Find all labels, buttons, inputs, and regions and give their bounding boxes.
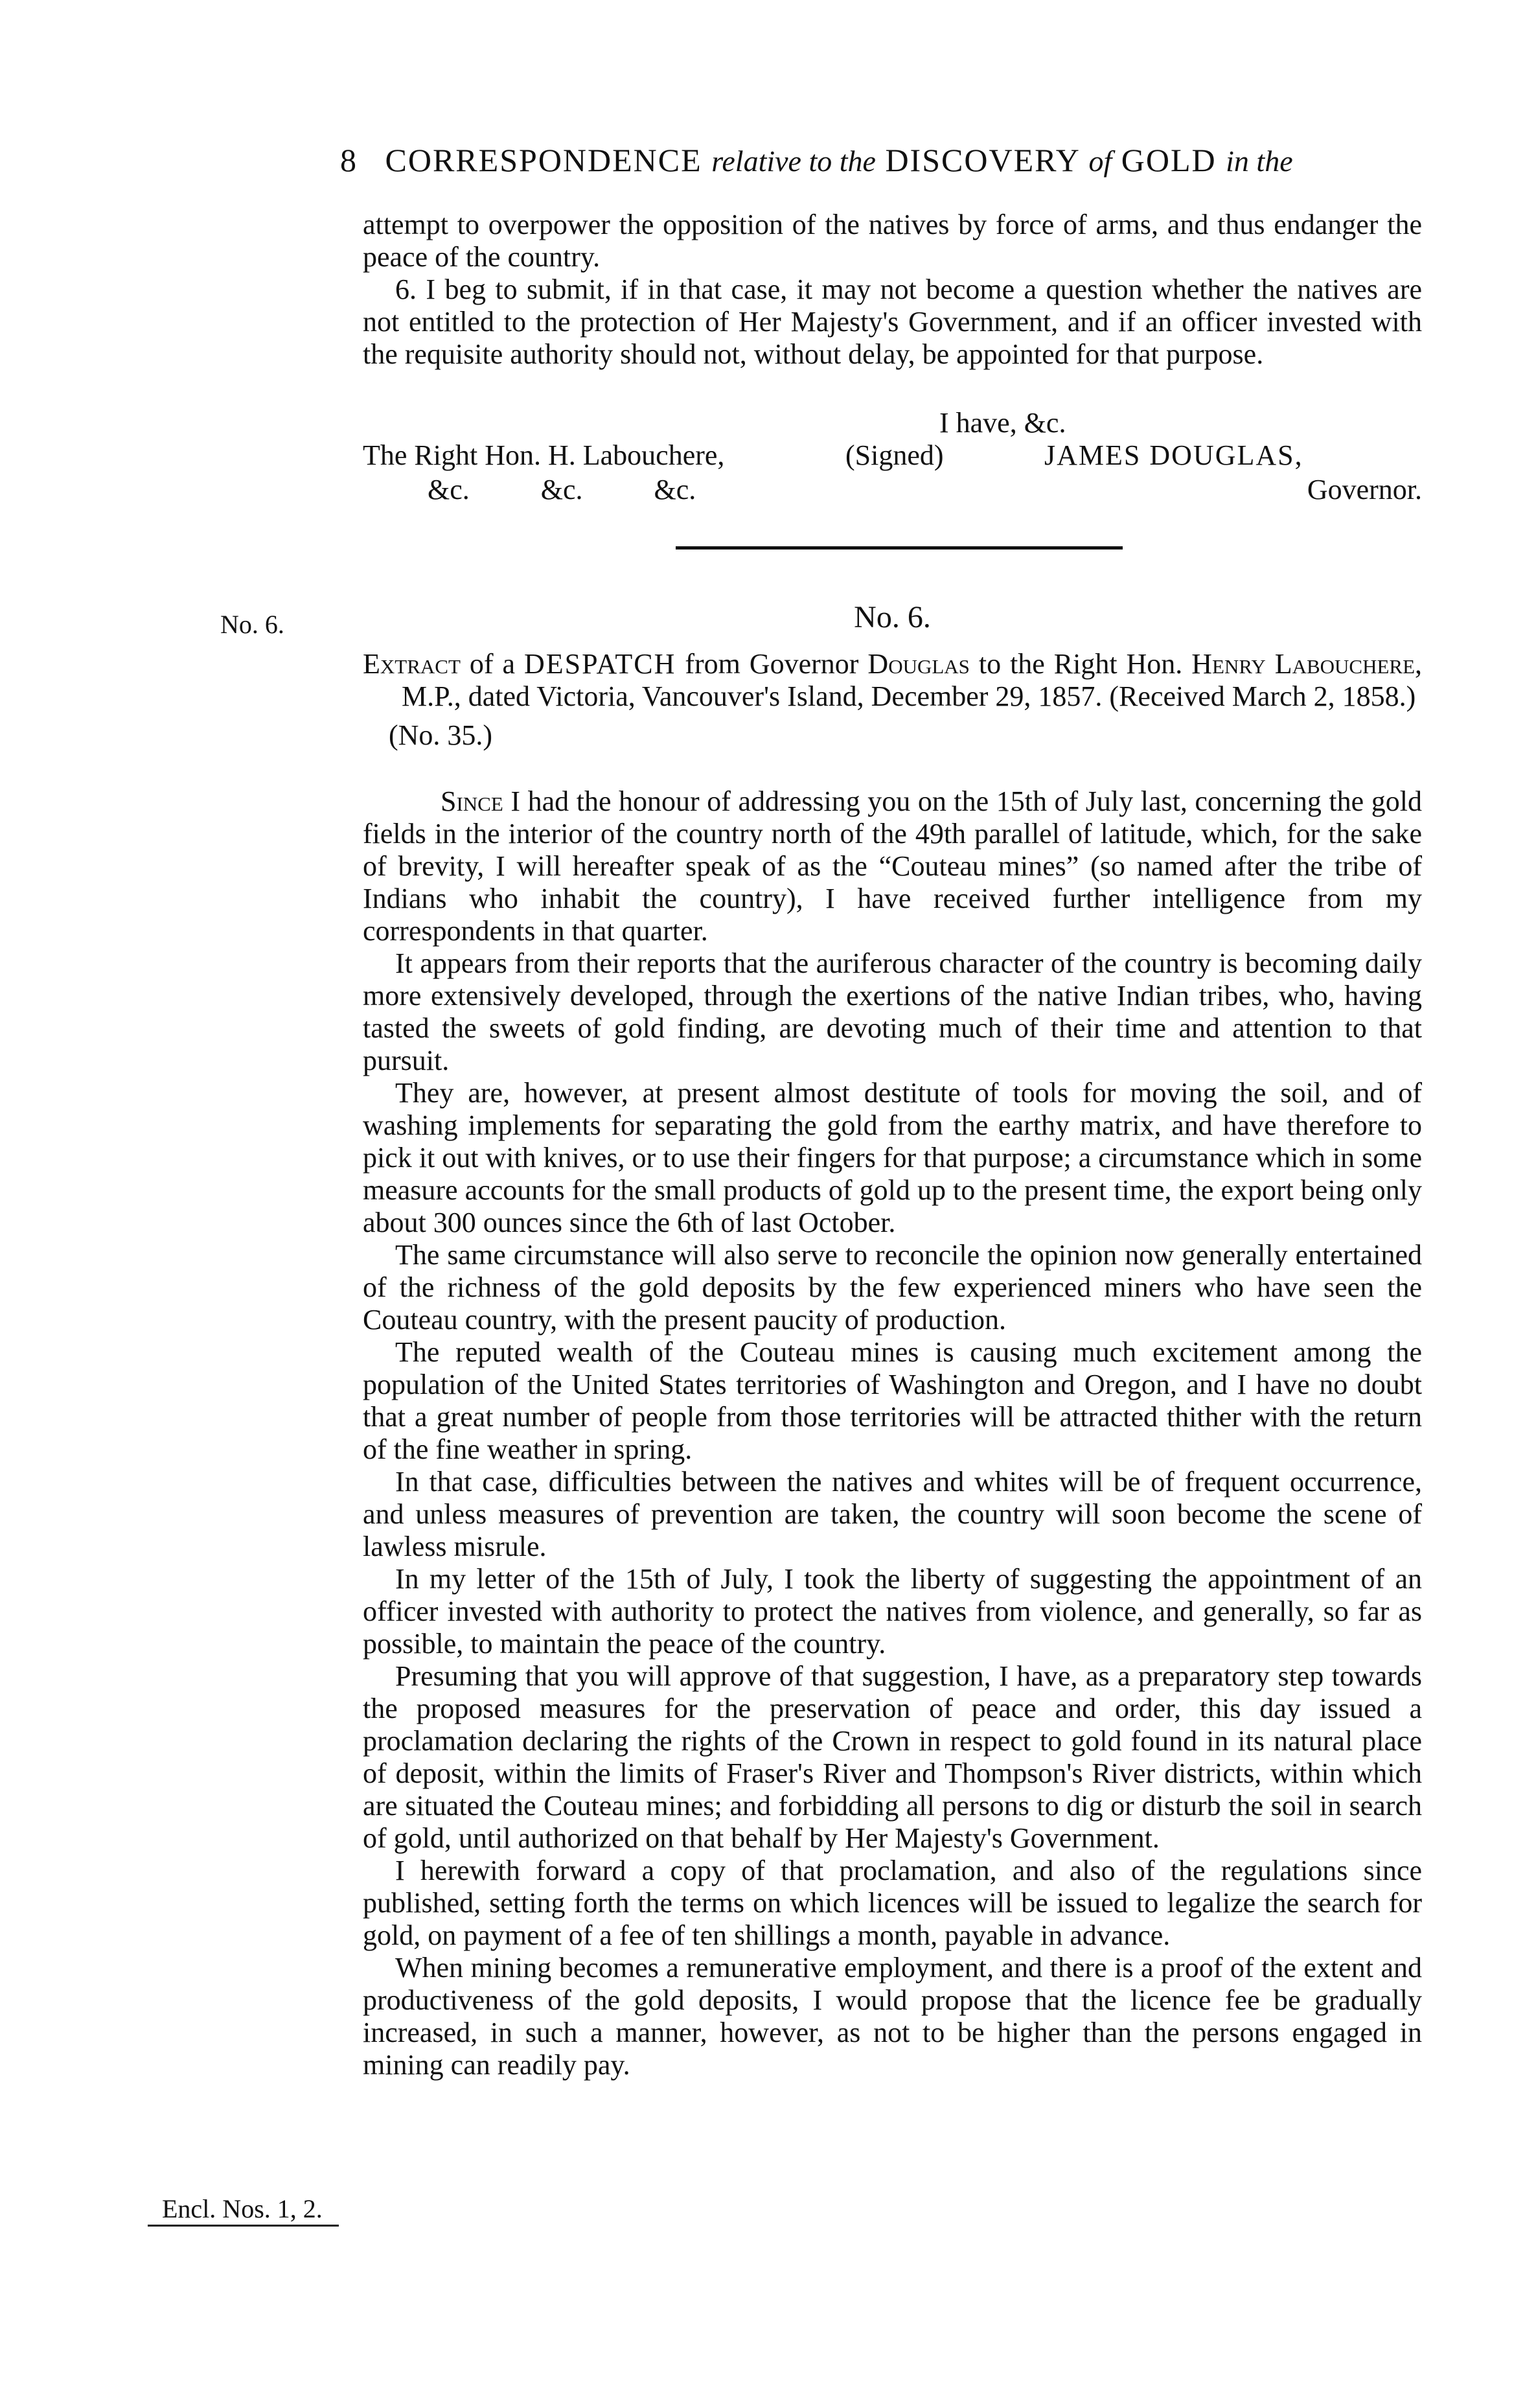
body-paragraph-10: When mining becomes a remunerative employment, and there is a proof of the extent and productiveness of the gold deposits, I would propose that the licence fee be gradually increased, in such a manner, however, as not to be higher than the persons engaged in mining can readily pay. bbox=[363, 1952, 1422, 2081]
heading-text-3: to the Right Hon. bbox=[969, 648, 1192, 680]
margin-note-no-6: No. 6. bbox=[220, 610, 284, 639]
signature-row bbox=[363, 439, 1422, 472]
body-paragraph-1 bbox=[363, 785, 1422, 947]
paragraph-6: 6. I beg to submit, if in that case, it may not become a question whether the natives are not entitled to the protection of Her Majesty's Government, and if an officer invested with the requisite authority should not, without delay, be appointed for that purpose. bbox=[363, 273, 1422, 370]
body-paragraph-5: The reputed wealth of the Couteau mines is causing much excitement among the population of the United States territories of Washington and Oregon, and I have no doubt that a great number of people from those territories will be attracted thither with the return of the fine weather in spring. bbox=[363, 1336, 1422, 1465]
despatch-word: DESPATCH bbox=[523, 648, 676, 680]
addressee: The Right Hon. H. Labouchere, bbox=[363, 439, 725, 471]
running-header bbox=[340, 141, 1441, 179]
etc-text: &c. &c. &c. bbox=[428, 474, 696, 505]
section-divider bbox=[676, 546, 1123, 550]
page-number: 8 bbox=[340, 142, 358, 178]
body-paragraph-1-text: I had the honour of addressing you on the 15th of July last, concerning the gold fields in the interior of the country north of the 49th parallel of latitude, which, for the sake of brevity, I will hereafter speak of as the “Couteau mines” (so named after the tribe of Indians who inhabit the country), I have received further intelligence from my correspondents in that quarter. bbox=[363, 785, 1422, 947]
closing: I have, &c. bbox=[939, 407, 1066, 439]
heading-text-2: from Governor bbox=[676, 648, 868, 680]
header-title-1: CORRESPONDENCE bbox=[385, 142, 702, 178]
header-italic-1: relative to the bbox=[711, 145, 876, 178]
margin-note-enclosures: Encl. Nos. 1, 2. bbox=[162, 2194, 323, 2223]
body-paragraph-3: They are, however, at present almost destitute of tools for moving the soil, and of washing implements for separating the gold from the earthy matrix, and have therefore to pick it out with knives, or to use their fingers for that purpose; a circumstance which in some measure accounts for the small products of gold up to the present time, the export being only about 300 ounces since the 6th of last October. bbox=[363, 1077, 1422, 1238]
signed-label: (Signed) bbox=[845, 439, 944, 471]
section-heading: No. 6. bbox=[854, 600, 931, 634]
body-paragraph-8: Presuming that you will approve of that suggestion, I have, as a preparatory step towards the proposed measures for the preservation of peace and order, this day issued a proclamation declaring the rights of the Crown in respect to gold found in its natural place of deposit, within the limits of Fraser's River and Thompson's River districts, within which are situated the Couteau mines; and forbidding all persons to dig or disturb the soil in search of gold, until authorized on that behalf by Her Majesty's Government. bbox=[363, 1660, 1422, 1854]
header-title-2: DISCOVERY bbox=[885, 142, 1079, 178]
heading-text-1: of a bbox=[460, 648, 524, 680]
body-paragraph-2: It appears from their reports that the auriferous character of the country is becoming daily more extensively developed, through the exertions of the native Indian tribes, who, having tasted the sweets of gold finding, are devoting much of their time and attention to that pursuit. bbox=[363, 947, 1422, 1076]
header-title-3: GOLD bbox=[1121, 142, 1217, 178]
heading-text-4: , M.P., dated Victoria, Vancouver's Island, December 29, 1857. (Received March 2, 1858.) bbox=[402, 648, 1423, 712]
since-word: Since bbox=[441, 785, 503, 817]
body-paragraph-7: In my letter of the 15th of July, I took the liberty of suggesting the appointment of an officer invested with authority to protect the natives from violence, and generally, so far as possible, to maintain the peace of the country. bbox=[363, 1563, 1422, 1660]
despatch-heading bbox=[363, 648, 1422, 752]
signatory-title: Governor. bbox=[1307, 474, 1422, 505]
despatch-number: (No. 35.) bbox=[389, 719, 493, 751]
letter-continuation bbox=[363, 209, 1422, 371]
signature-closing-row bbox=[363, 406, 1422, 440]
despatch-title bbox=[363, 648, 1423, 713]
header-italic-3: in the bbox=[1226, 145, 1293, 178]
douglas-name: Douglas bbox=[867, 648, 970, 680]
body-paragraph-6: In that case, difficulties between the natives and whites will be of frequent occurrence, and unless measures of prevention are taken, the country will soon become the scene of lawless misrule. bbox=[363, 1466, 1422, 1562]
despatch-body bbox=[363, 785, 1422, 2081]
labouchere-name: Henry Labouchere bbox=[1191, 648, 1416, 680]
continued-paragraph: attempt to overpower the opposition of the natives by force of arms, and thus endanger the peace of the country. bbox=[363, 209, 1422, 273]
signatory-name: JAMES DOUGLAS, bbox=[1044, 439, 1303, 471]
extract-word: Extract bbox=[363, 648, 461, 680]
header-italic-2: of bbox=[1088, 145, 1112, 178]
signature-title-row bbox=[363, 473, 1422, 507]
body-paragraph-9: I herewith forward a copy of that proclamation, and also of the regulations since published, setting forth the terms on which licences will be issued to legalize the search for gold, on payment of a fee of ten shillings a month, payable in advance. bbox=[363, 1855, 1422, 1951]
body-paragraph-4: The same circumstance will also serve to reconcile the opinion now generally entertained of the richness of the gold deposits by the few experienced miners who have seen the Couteau country, with the present paucity of production. bbox=[363, 1239, 1422, 1336]
margin-note-underline bbox=[148, 2225, 339, 2227]
